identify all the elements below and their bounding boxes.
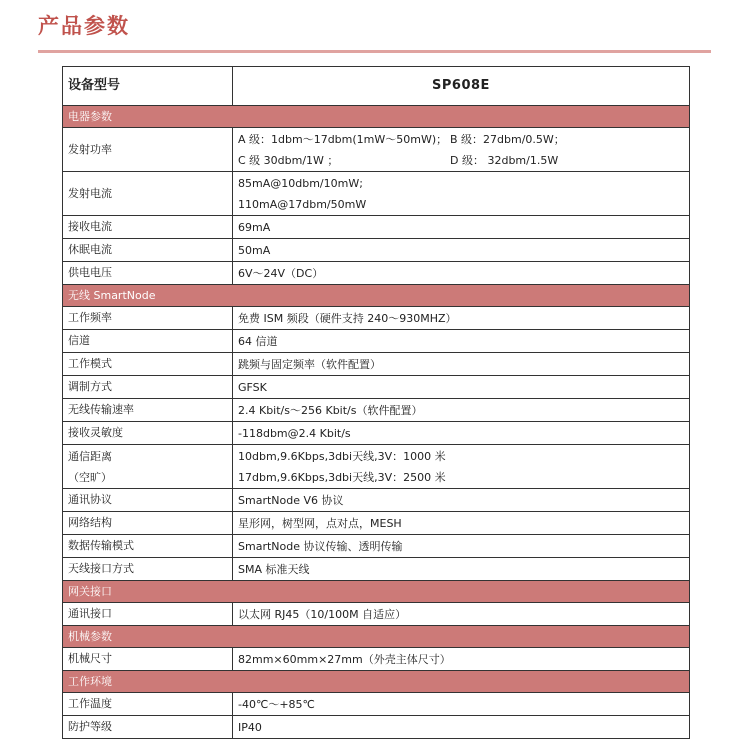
parameter-value — [233, 445, 690, 489]
table-row — [63, 603, 690, 626]
parameter-value — [233, 512, 690, 535]
value-text: A 级：1dbm～17dbm(1mW～50mW)； — [238, 132, 448, 146]
section-title: 电器参数 — [63, 106, 690, 128]
table-row — [63, 128, 690, 172]
value-line — [238, 308, 684, 329]
table-row — [63, 716, 690, 739]
value-text: 星形网，树型网，点对点，MESH — [238, 516, 402, 530]
value-line — [238, 194, 684, 215]
value-line — [238, 446, 684, 467]
value-line — [238, 717, 684, 738]
value-text: -118dbm@2.4 Kbit/s — [238, 426, 351, 440]
value-text: 85mA@10dbm/10mW; — [238, 176, 363, 190]
spec-table — [62, 66, 690, 739]
parameter-label: 发射电流 — [63, 172, 233, 216]
value-text: D 级： 32dbm/1.5W — [450, 153, 559, 167]
table-row — [63, 422, 690, 445]
value-line — [238, 513, 684, 534]
section-title: 机械参数 — [63, 626, 690, 648]
parameter-label: 信道 — [63, 330, 233, 353]
parameter-label: 机械尺寸 — [63, 648, 233, 671]
value-text: IP40 — [238, 720, 262, 734]
parameter-label: 接收灵敏度 — [63, 422, 233, 445]
value-text: SmartNode V6 协议 — [238, 493, 344, 507]
table-row — [63, 376, 690, 399]
parameter-value — [233, 376, 690, 399]
value-line — [238, 694, 684, 715]
value-line — [238, 331, 684, 352]
parameter-value — [233, 603, 690, 626]
value-text: SmartNode 协议传输、透明传输 — [238, 539, 403, 553]
table-row — [63, 172, 690, 216]
parameter-label: 数据传输模式 — [63, 535, 233, 558]
parameter-label: 天线接口方式 — [63, 558, 233, 581]
value-text: B 级：27dbm/0.5W； — [450, 132, 565, 146]
section-header-row — [63, 106, 690, 128]
section-header-row — [63, 671, 690, 693]
value-text: 跳频与固定频率（软件配置） — [238, 357, 381, 371]
value-text: 17dbm,9.6Kbps,3dbi天线,3V：2500 米 — [238, 470, 446, 484]
value-line — [238, 559, 684, 580]
value-text: 64 信道 — [238, 334, 278, 348]
page-title: 产品参数 — [38, 13, 130, 38]
value-text: 以太网 RJ45（10/100M 自适应） — [238, 607, 407, 621]
parameter-label: 通信距离 （空旷） — [63, 445, 233, 489]
value-line — [238, 377, 684, 398]
parameter-value — [233, 172, 690, 216]
value-text: 110mA@17dbm/50mW — [238, 197, 367, 211]
value-text: 2.4 Kbit/s～256 Kbit/s（软件配置） — [238, 403, 423, 417]
parameter-label: 发射功率 — [63, 128, 233, 172]
value-line — [238, 490, 684, 511]
section-header-row — [63, 285, 690, 307]
parameter-value — [233, 307, 690, 330]
table-row — [63, 489, 690, 512]
value-line — [238, 263, 684, 284]
table-row — [63, 239, 690, 262]
parameter-value — [233, 128, 690, 172]
value-line — [238, 400, 684, 421]
parameter-value — [233, 648, 690, 671]
value-line — [238, 354, 684, 375]
table-row — [63, 558, 690, 581]
table-row — [63, 535, 690, 558]
value-line — [238, 217, 684, 238]
value-text: -40℃～+85℃ — [238, 697, 315, 711]
parameter-value — [233, 558, 690, 581]
section-title: 网关接口 — [63, 581, 690, 603]
parameter-label: 无线传输速率 — [63, 399, 233, 422]
parameter-label: 网络结构 — [63, 512, 233, 535]
value-text: 10dbm,9.6Kbps,3dbi天线,3V：1000 米 — [238, 449, 446, 463]
header-label: 设备型号 — [63, 67, 233, 106]
parameter-value — [233, 330, 690, 353]
value-text: 50mA — [238, 243, 271, 257]
parameter-value — [233, 693, 690, 716]
value-line — [238, 150, 684, 171]
value-line — [238, 649, 684, 670]
table-row — [63, 353, 690, 376]
parameter-label: 通讯协议 — [63, 489, 233, 512]
parameter-label: 休眠电流 — [63, 239, 233, 262]
parameter-value — [233, 535, 690, 558]
value-line — [238, 423, 684, 444]
value-text: 6V～24V（DC） — [238, 266, 324, 280]
parameter-value — [233, 422, 690, 445]
parameter-label: 调制方式 — [63, 376, 233, 399]
value-text: C 级 30dbm/1W ； — [238, 153, 339, 167]
parameter-value — [233, 716, 690, 739]
value-text: GFSK — [238, 380, 267, 394]
parameter-label: 接收电流 — [63, 216, 233, 239]
parameter-label: 工作频率 — [63, 307, 233, 330]
parameter-label: 供电电压 — [63, 262, 233, 285]
table-row — [63, 307, 690, 330]
table-row — [63, 512, 690, 535]
table-row — [63, 216, 690, 239]
value-text: 69mA — [238, 220, 271, 234]
value-line — [238, 536, 684, 557]
table-row — [63, 693, 690, 716]
section-header-row — [63, 626, 690, 648]
value-text: SMA 标准天线 — [238, 562, 310, 576]
value-text: 免费 ISM 频段（硬件支持 240～930MHZ） — [238, 311, 457, 325]
table-row — [63, 330, 690, 353]
parameter-label: 工作温度 — [63, 693, 233, 716]
parameter-value — [233, 262, 690, 285]
parameter-label: 工作模式 — [63, 353, 233, 376]
table-row — [63, 399, 690, 422]
value-line — [238, 129, 684, 150]
value-line — [238, 467, 684, 488]
section-header-row — [63, 581, 690, 603]
section-title: 工作环境 — [63, 671, 690, 693]
value-line — [238, 240, 684, 261]
value-line — [238, 173, 684, 194]
model-number: SP608E — [233, 67, 690, 106]
spec-table-body — [63, 67, 690, 739]
table-row — [63, 262, 690, 285]
value-text: 82mm×60mm×27mm（外壳主体尺寸） — [238, 652, 451, 666]
parameter-value — [233, 216, 690, 239]
table-row — [63, 648, 690, 671]
parameter-value — [233, 399, 690, 422]
value-line — [238, 604, 684, 625]
title-divider — [38, 50, 711, 53]
section-title: 无线 SmartNode — [63, 285, 690, 307]
parameter-value — [233, 489, 690, 512]
parameter-label: 防护等级 — [63, 716, 233, 739]
table-row — [63, 445, 690, 489]
table-header-row — [63, 67, 690, 106]
parameter-value — [233, 353, 690, 376]
parameter-label: 通讯接口 — [63, 603, 233, 626]
parameter-value — [233, 239, 690, 262]
